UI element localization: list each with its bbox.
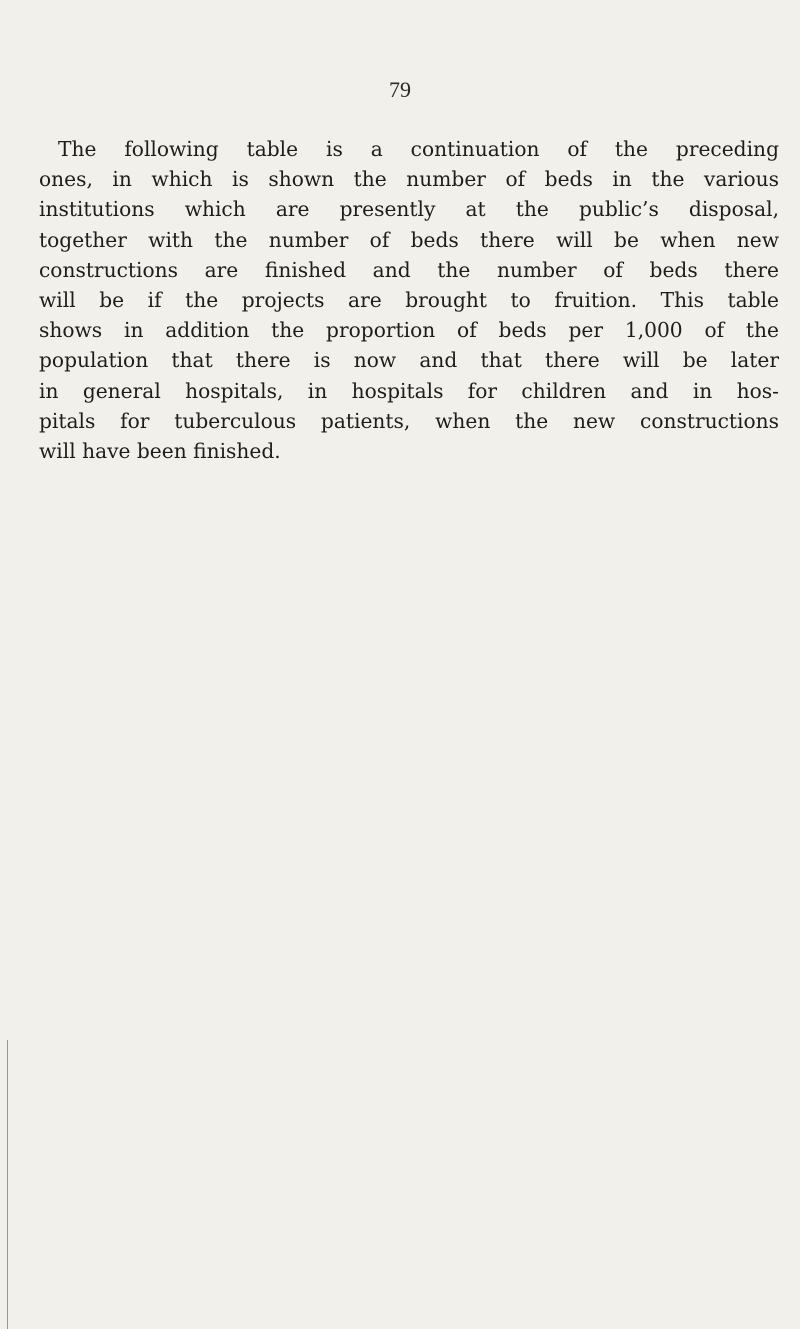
body-paragraph [39, 134, 779, 466]
paragraph-line: will have been finished. [39, 439, 281, 464]
paragraph-line: The following table is a continuation of the preceding [58, 137, 779, 161]
paragraph-line: institutions which are presently at the public’s disposal, [39, 197, 779, 222]
paragraph-line: pitals for tuberculous patients, when the new constructions [39, 408, 779, 433]
paragraph-line: in general hospitals, in hospitals for children and in hos- [39, 378, 779, 403]
paragraph-line: shows in addition the proportion of beds per 1,000 of the [39, 318, 779, 343]
paragraph-line: constructions are finished and the number of beds there [39, 257, 779, 282]
page-edge-line [7, 1040, 8, 1329]
paragraph-line: together with the number of beds there will be when new [39, 227, 779, 252]
paragraph-line: will be if the projects are brought to fruition. This table [39, 288, 779, 313]
paragraph-line: ones, in which is shown the number of beds in the various [39, 167, 779, 192]
page-number: 79 [389, 77, 411, 102]
paragraph-line: population that there is now and that there will be later [39, 348, 779, 373]
